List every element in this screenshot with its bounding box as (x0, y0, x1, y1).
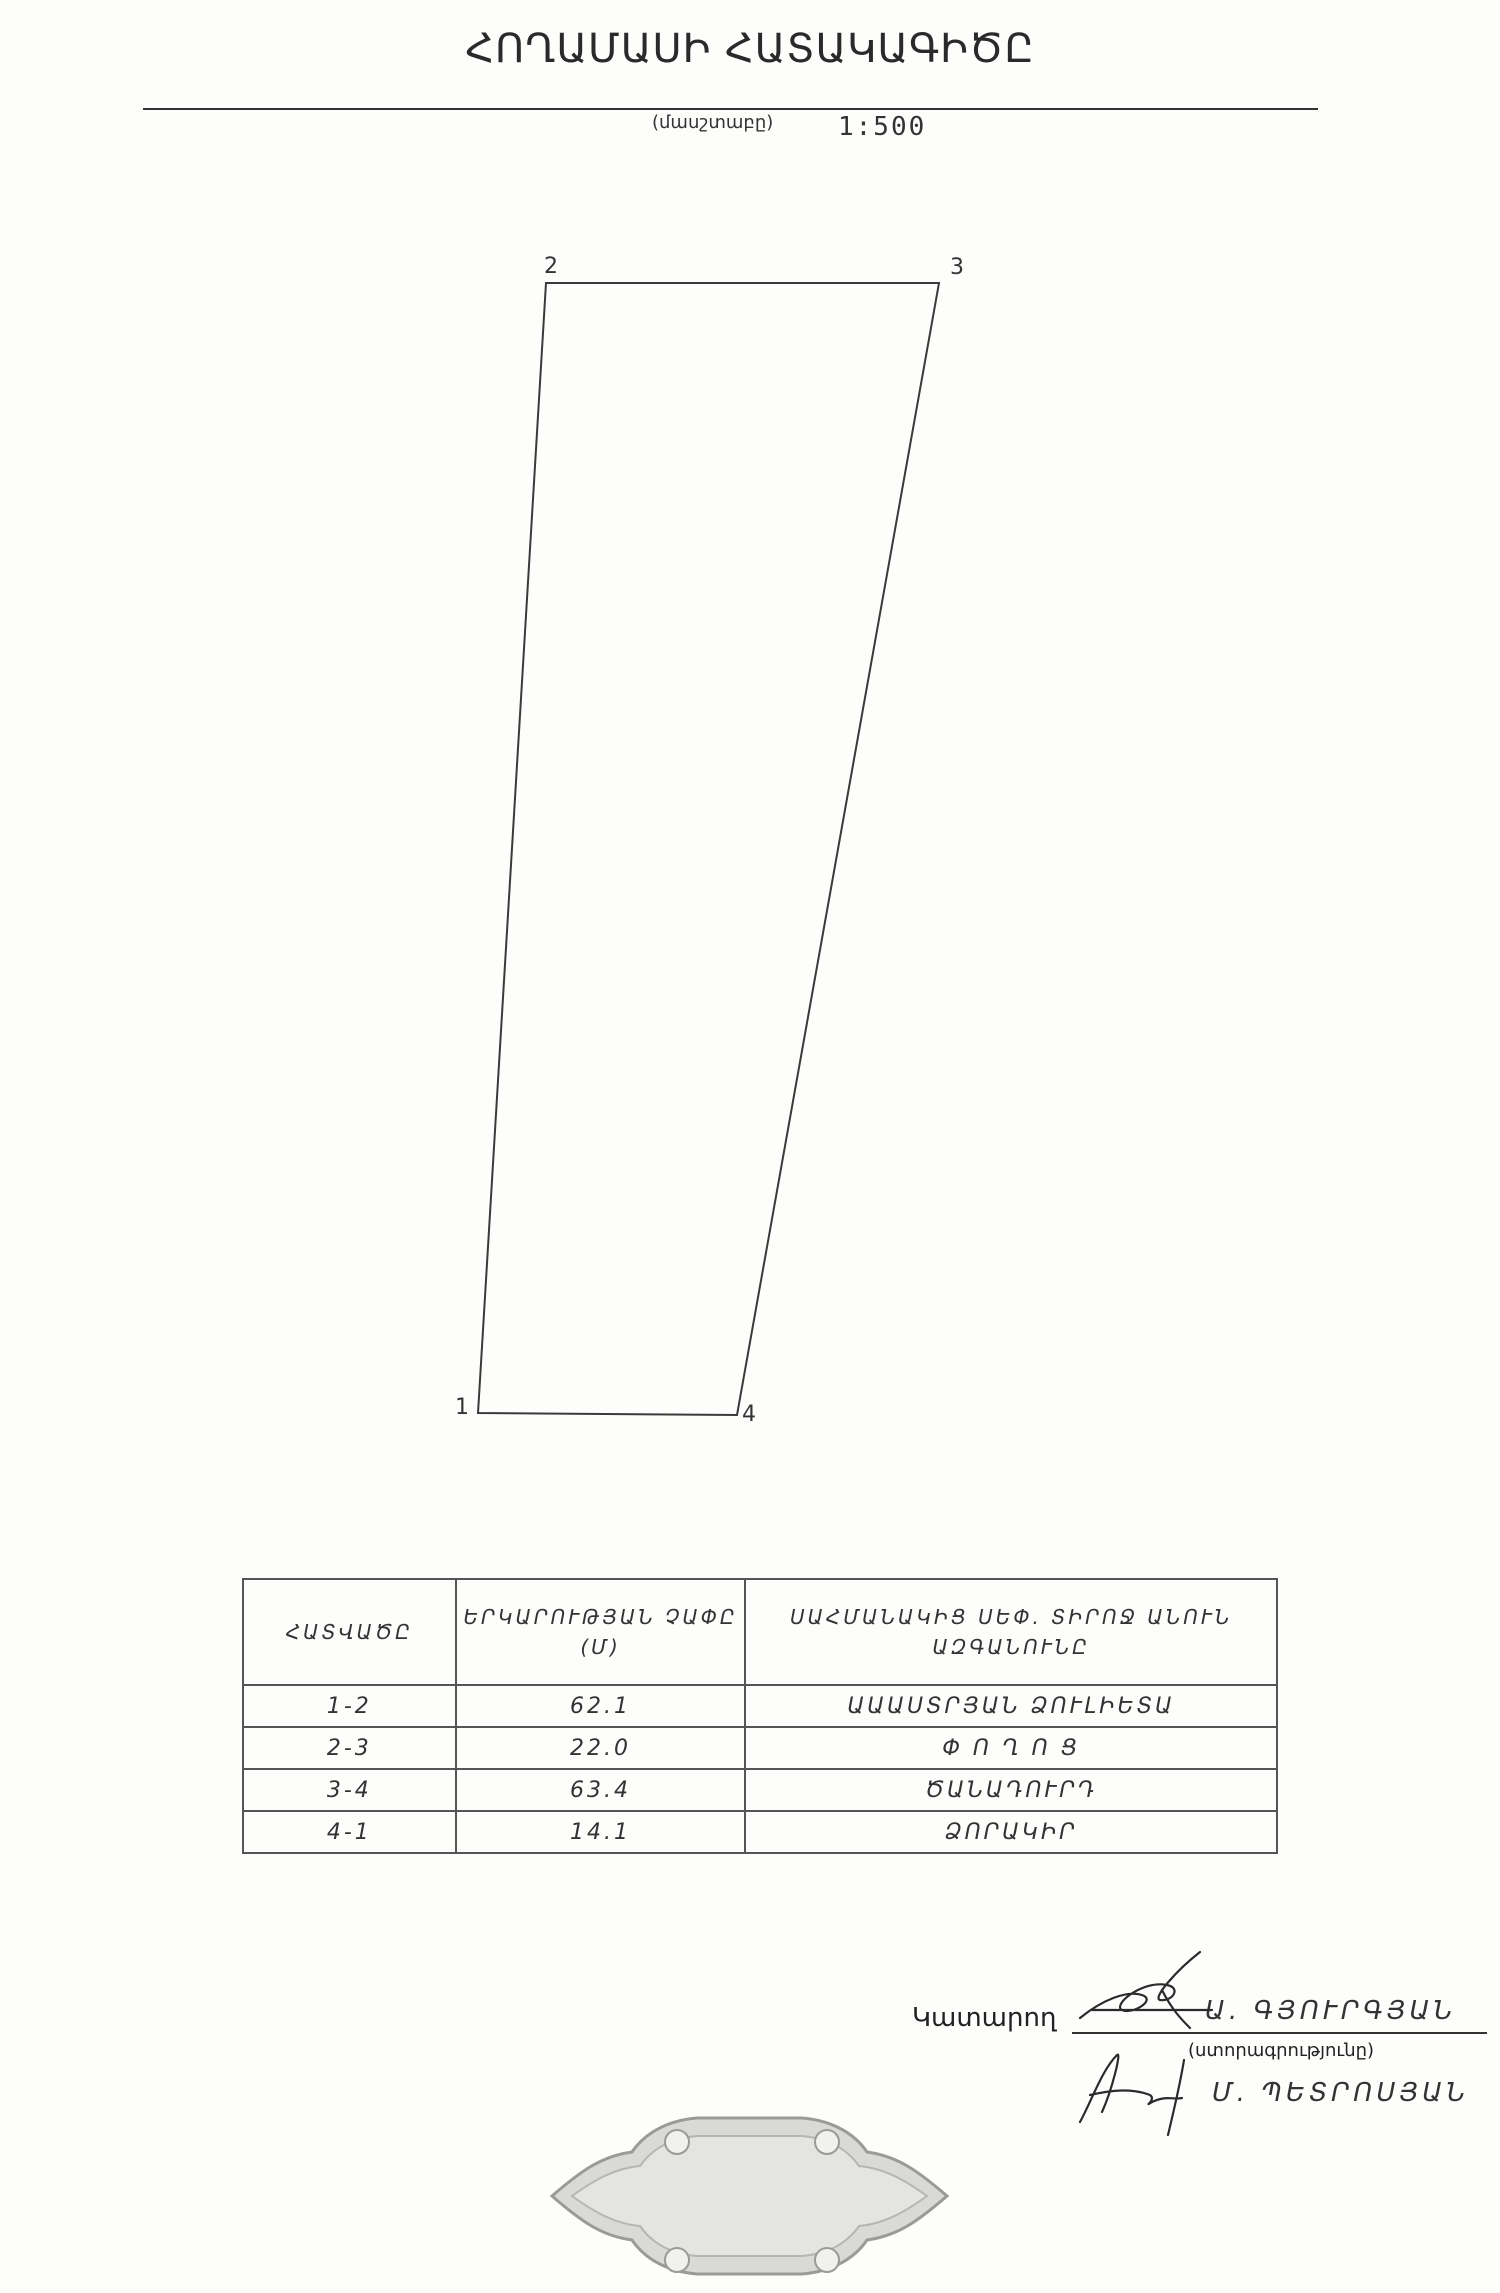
boundary-table (242, 1578, 1278, 1854)
vertex-label-2: 2 (544, 254, 558, 279)
neighbor-cell: ՁՈՐԱԿԻՐ (745, 1811, 1277, 1853)
table-row (243, 1685, 1277, 1727)
length-cell: 62.1 (456, 1685, 746, 1727)
vertex-label-4: 4 (742, 1402, 756, 1427)
scale-caption: (մասշտաբը) (652, 112, 774, 133)
vertex-label-3: 3 (950, 255, 964, 280)
length-cell: 22.0 (456, 1727, 746, 1769)
segment-cell: 4-1 (243, 1811, 456, 1853)
header-segment: ՀԱՏՎԱԾԸ (243, 1579, 456, 1685)
scale-value: 1:500 (838, 112, 927, 142)
segment-cell: 3-4 (243, 1769, 456, 1811)
embossed-seal (522, 2100, 977, 2293)
segment-cell: 1-2 (243, 1685, 456, 1727)
parcel-outline (478, 283, 939, 1415)
neighbor-cell: ԾԱՆԱԴՈՒՐԴ (745, 1769, 1277, 1811)
checker-signature (1072, 2040, 1212, 2140)
executor-label: Կատարող (912, 2003, 1057, 2033)
table-row (243, 1769, 1277, 1811)
neighbor-cell: Փ Ո Ղ Ո Ց (745, 1727, 1277, 1769)
length-cell: 14.1 (456, 1811, 746, 1853)
signature-caption: (ստորագրությունը) (1188, 2040, 1375, 2061)
table-header-row (243, 1579, 1277, 1685)
header-length: ԵՐԿԱՐՈՒԹՅԱՆ ՉԱՓԸ (Մ) (456, 1579, 746, 1685)
document-title: ՀՈՂԱՄԱՍԻ ՀԱՏԱԿԱԳԻԾԸ (465, 26, 1035, 72)
table-row (243, 1811, 1277, 1853)
neighbor-cell: ԱԱԱՍՏՐՅԱՆ ՁՈՒԼԻԵՏԱ (745, 1685, 1277, 1727)
segment-cell: 2-3 (243, 1727, 456, 1769)
length-cell: 63.4 (456, 1769, 746, 1811)
executor-name: Ա. ԳՅՈՒՐԳՅԱՆ (1205, 1996, 1457, 2026)
vertex-label-1: 1 (455, 1395, 469, 1420)
checker-name: Մ. ՊԵՏՐՈՍՅԱՆ (1212, 2078, 1470, 2108)
executor-signature (1072, 1940, 1222, 2035)
header-neighbor: ՍԱՀՄԱՆԱԿԻՑ ՍԵՓ. ՏԻՐՈՋ ԱՆՈՒՆ ԱԶԳԱՆՈՒՆԸ (745, 1579, 1277, 1685)
table-row (243, 1727, 1277, 1769)
